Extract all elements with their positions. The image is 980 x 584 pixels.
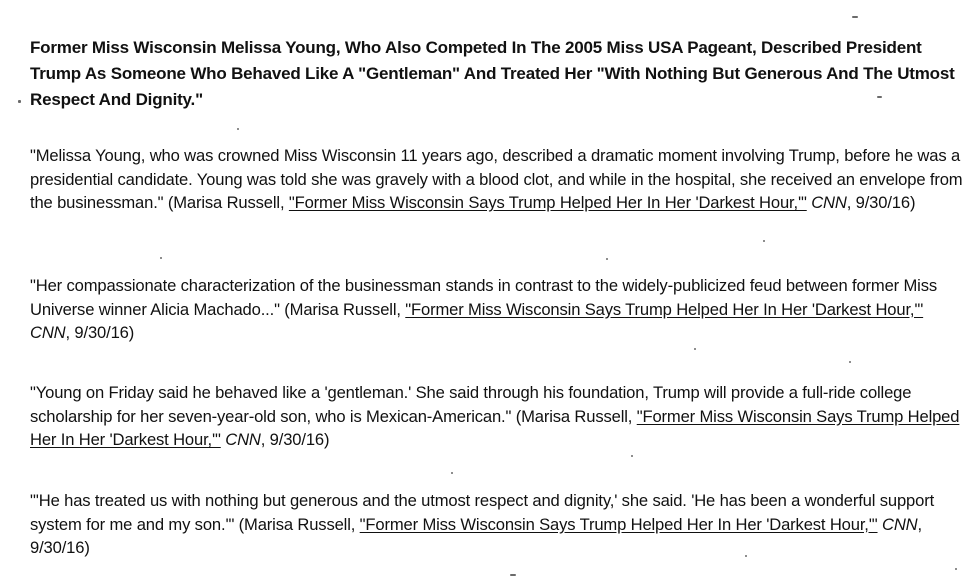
- source-link[interactable]: "Former Miss Wisconsin Says Trump Helped Her In Her 'Darkest Hour,'": [30, 406, 960, 449]
- quote-paragraph-2: [30, 274, 965, 345]
- scan-speck: [451, 472, 453, 474]
- scan-speck: [745, 555, 747, 557]
- scan-speck: [694, 348, 696, 350]
- scan-speck: [852, 16, 858, 18]
- source-link[interactable]: "Former Miss Wisconsin Says Trump Helped Her In Her 'Darkest Hour,'": [405, 299, 924, 319]
- scan-speck: [510, 574, 516, 576]
- scan-speck: [160, 257, 162, 259]
- quote-paragraph-4: [30, 489, 965, 560]
- scan-speck: [849, 361, 851, 363]
- citation-date: , 9/30/16): [30, 514, 922, 557]
- scan-speck: [606, 258, 608, 260]
- scan-speck: [631, 455, 633, 457]
- citation-date: , 9/30/16): [260, 430, 330, 449]
- citation-date: , 9/30/16): [846, 193, 916, 212]
- source-link[interactable]: "Former Miss Wisconsin Says Trump Helped Her In Her 'Darkest Hour,'": [288, 193, 807, 212]
- scan-speck: [237, 128, 239, 130]
- quote-paragraph-3: [30, 381, 965, 452]
- quote-paragraph-1: [30, 144, 965, 215]
- document-heading: Former Miss Wisconsin Melissa Young, Who Also Competed In The 2005 Miss USA Pageant, Described President Trump As Someone Who Behaved Like A "Gentleman" And Treated Her "With Nothing But Generous And The Utmost Respect And Dignity.": [30, 38, 955, 109]
- scan-speck: [955, 568, 957, 570]
- quote-text: "'He has treated us with nothing but generous and the utmost respect and dignity,' she said. 'He has been a wonderful support system for me and my son.'" (Marisa Russell,: [30, 491, 935, 534]
- citation-date: , 9/30/16): [65, 323, 135, 342]
- quote-text: "Melissa Young, who was crowned Miss Wisconsin 11 years ago, described a dramatic moment involving Trump, before he was a presidential candidate. Young was told she was gravely with a blood clot, and while in the hospital, she received an envelope from the businessman." (Marisa Russell,: [30, 146, 963, 212]
- publication-name: CNN: [882, 514, 918, 534]
- quote-text: "Young on Friday said he behaved like a 'gentleman.' She said through his foundation, Trump will provide a full-ride college scholarship for her seven-year-old son, who is Mexican-American." (Marisa Russell,: [30, 383, 912, 426]
- publication-name: CNN: [30, 323, 66, 342]
- scan-speck: [18, 100, 21, 103]
- source-link[interactable]: "Former Miss Wisconsin Says Trump Helped Her In Her 'Darkest Hour,'": [359, 514, 878, 534]
- quote-text: "Her compassionate characterization of the businessman stands in contrast to the widely-publicized feud between former Miss Universe winner Alicia Machado..." (Marisa Russell,: [30, 276, 938, 319]
- scan-speck: [763, 240, 765, 242]
- publication-name: CNN: [225, 430, 261, 449]
- scan-speck: [877, 96, 882, 98]
- publication-name: CNN: [811, 193, 847, 212]
